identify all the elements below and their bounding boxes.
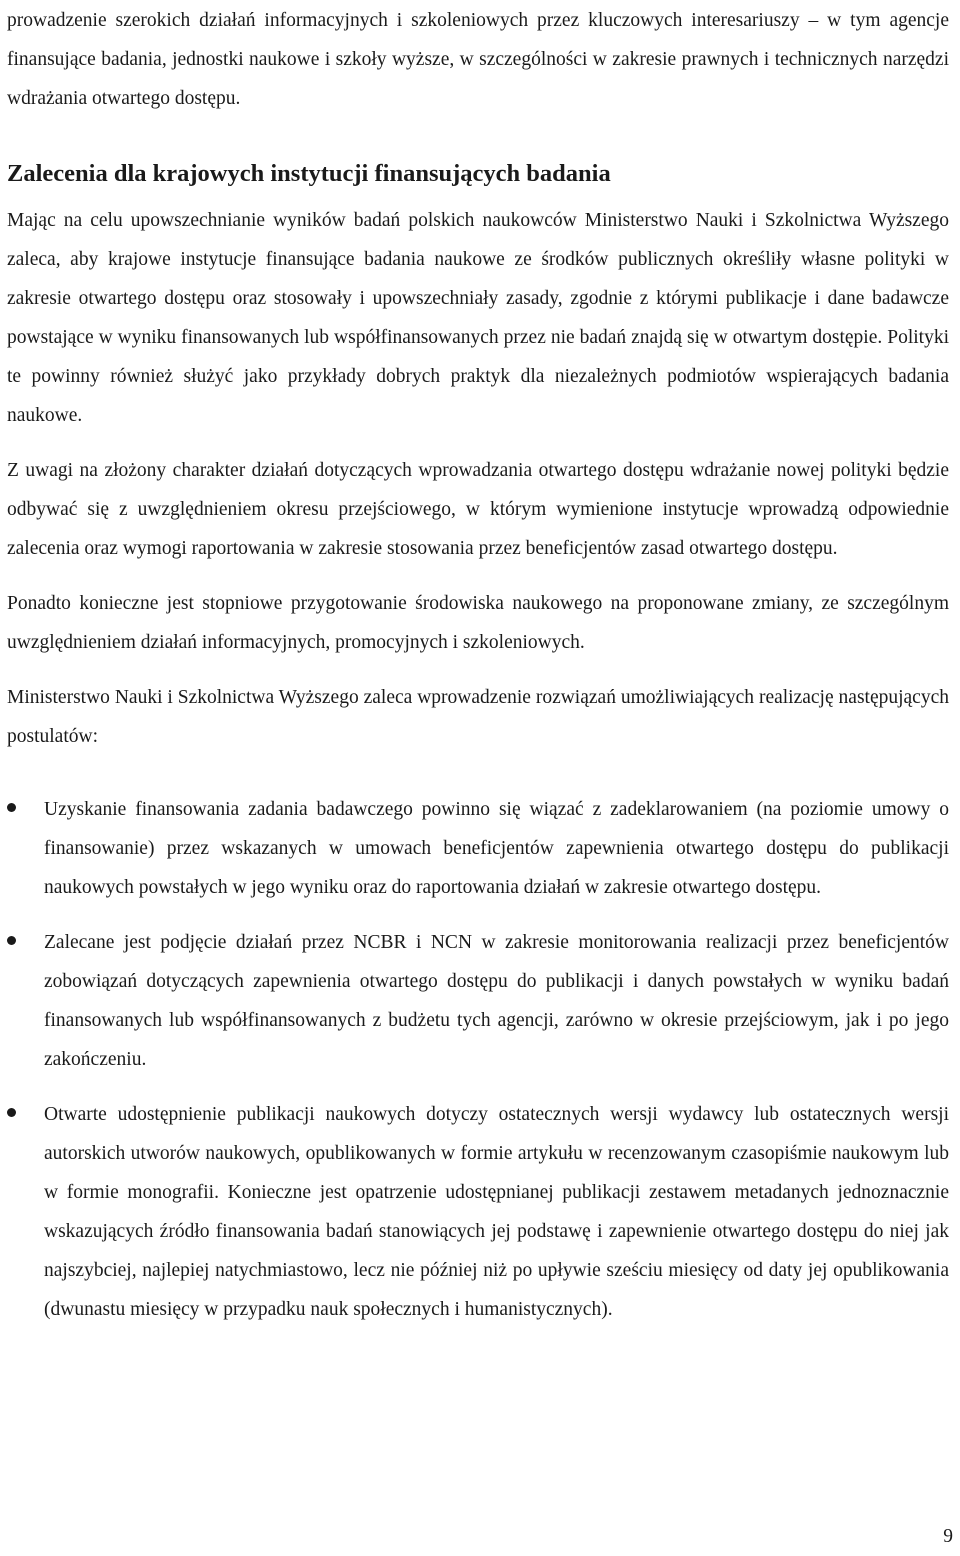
- paragraph-funding-recommendation: Mając na celu upowszechnianie wyników badań polskich naukowców Ministerstwo Nauki i Szkolnictwa Wyższego zaleca, aby krajowe instytucje finansujące badania naukowe ze środków publicznych określiły własne polityki w zakresie otwartego dostępu oraz stosowały i upowszechniały zasady, zgodnie z którymi publikacje i dane badawcze powstające w wyniku finansowanych lub współfinansowanych przez nie badań znajdą się w otwartym dostępie. Polityki te powinny również służyć jako przykłady dobrych praktyk dla niezależnych podmiotów wspierających badania naukowe.: [7, 210, 949, 426]
- paragraph-preparation: Ponadto konieczne jest stopniowe przygotowanie środowiska naukowego na proponowane zmiany, ze szczególnym uwzględnieniem działań informacyjnych, promocyjnych i szkoleniowych.: [7, 593, 949, 653]
- list-item: [7, 1095, 949, 1329]
- bullet-icon: [7, 1108, 16, 1117]
- list-item-text: Otwarte udostępnienie publikacji naukowych dotyczy ostatecznych wersji wydawcy lub ostatecznych wersji autorskich utworów naukowych, opublikowanych w formie artykułu w recenzowanym czasopiśmie naukowym lub w formie monografii. Konieczne jest opatrzenie udostępnianej publikacji zestawem metadanych jednoznacznie wskazujących źródło finansowania badań stanowiących jej podstawę i zapewnienie otwartego dostępu do niej jak najszybciej, najlepiej natychmiastowo, lecz nie później niż po upływie sześciu miesięcy od daty jej opublikowania (dwunastu miesięcy w przypadku nauk społecznych i humanistycznych).: [44, 1104, 949, 1320]
- list-item: [7, 923, 949, 1079]
- list-item: [7, 790, 949, 907]
- paragraph-transition-period: Z uwagi na złożony charakter działań dotyczących wprowadzania otwartego dostępu wdrażanie nowej polityki będzie odbywać się z uwzględnieniem okresu przejściowego, w którym wymienione instytucje wprowadzą odpowiednie zalecenia oraz wymogi raportowania w zakresie stosowania przez beneficjentów zasad otwartego dostępu.: [7, 460, 949, 559]
- bullet-icon: [7, 936, 16, 945]
- list-item-text: Uzyskanie finansowania zadania badawczego powinno się wiązać z zadeklarowaniem (na poziomie umowy o finansowanie) przez wskazanych w umowach beneficjentów zapewnienia otwartego dostępu do publikacji naukowych powstałych w jego wyniku oraz do raportowania działań w zakresie otwartego dostępu.: [44, 799, 949, 898]
- intro-paragraph: prowadzenie szerokich działań informacyjnych i szkoleniowych przez kluczowych interesariuszy – w tym agencje finansujące badania, jednostki naukowe i szkoły wyższe, w szczególności w zakresie prawnych i technicznych narzędzi wdrażania otwartego dostępu.: [7, 10, 949, 109]
- section-heading: Zalecenia dla krajowych instytucji finansujących badania: [7, 160, 611, 187]
- document-page: [7, 0, 949, 1345]
- page-number: 9: [943, 1526, 953, 1547]
- paragraph-postulates-intro: Ministerstwo Nauki i Szkolnictwa Wyższego zaleca wprowadzenie rozwiązań umożliwiających realizację następujących postulatów:: [7, 687, 949, 747]
- postulates-list: [7, 790, 949, 1329]
- bullet-icon: [7, 803, 16, 812]
- list-item-text: Zalecane jest podjęcie działań przez NCBR i NCN w zakresie monitorowania realizacji przez beneficjentów zobowiązań dotyczących zapewnienia otwartego dostępu do publikacji i danych powstałych w wyniku badań finansowanych lub współfinansowanych z budżetu tych agencji, zarówno w okresie przejściowym, jak i po jego zakończeniu.: [44, 932, 949, 1070]
